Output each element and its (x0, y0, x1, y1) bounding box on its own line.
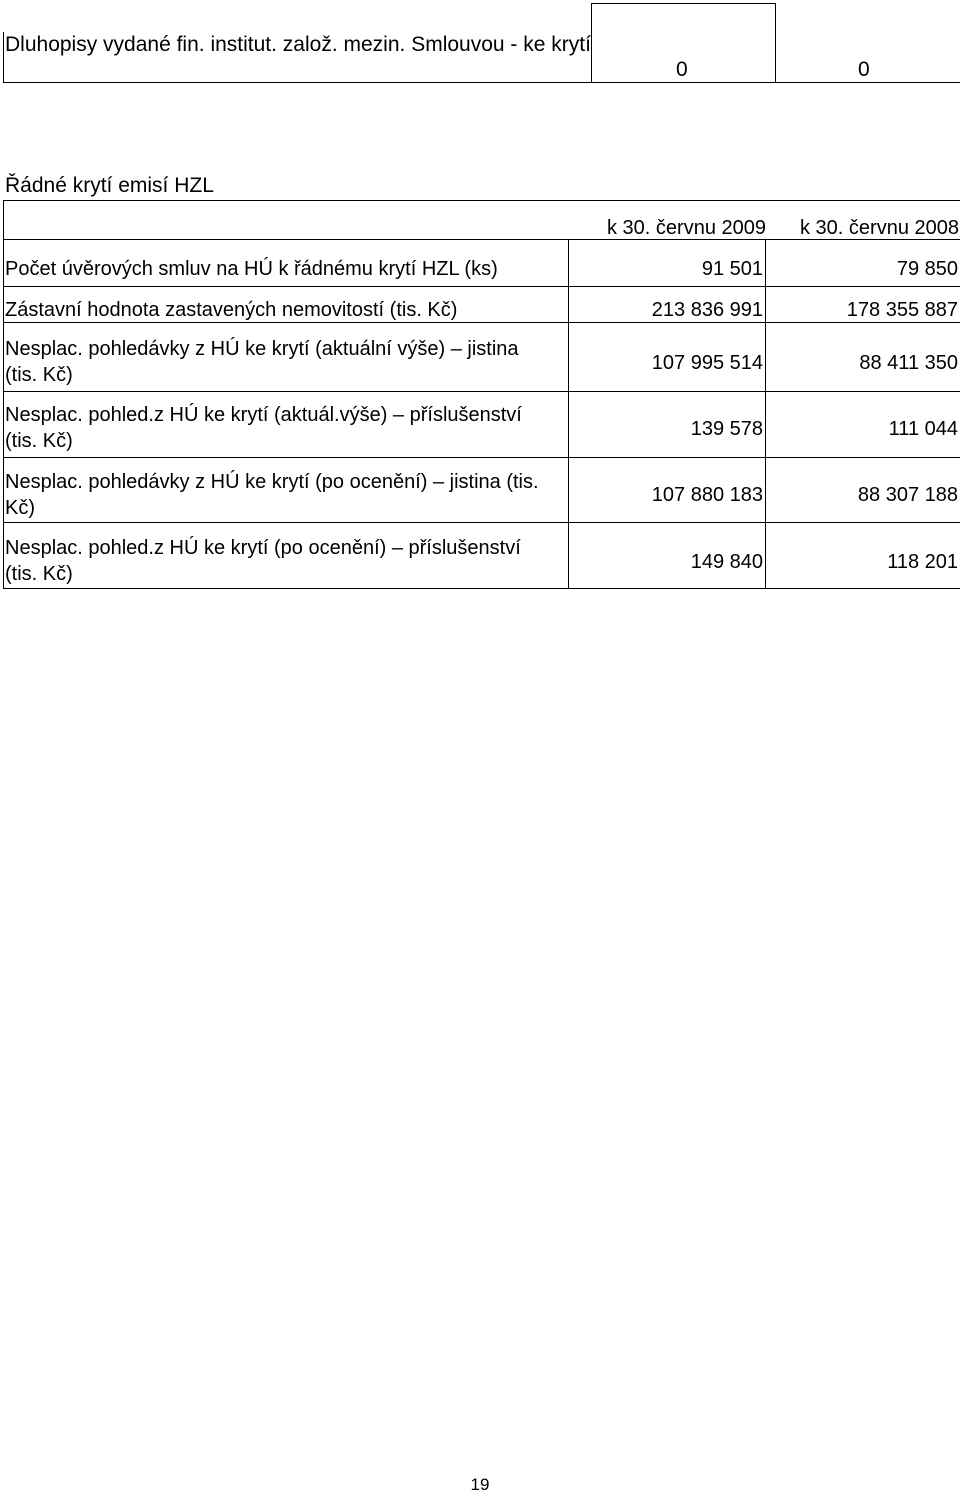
top-table-divider-2 (775, 3, 776, 83)
row-value-2008: 79 850 (896, 258, 958, 280)
top-table-border-bottom (3, 82, 960, 83)
row-label: Počet úvěrových smluv na HÚ k řádnému krytí HZL (ks) (5, 258, 498, 280)
main-table-line-4 (3, 391, 960, 392)
main-table-divider-1 (568, 239, 569, 589)
row-label: Nesplac. pohledávky z HÚ ke krytí (aktuální výše) – jistina (tis. Kč) (5, 338, 519, 386)
row-label: Nesplac. pohledávky z HÚ ke krytí (po ocenění) – jistina (tis. Kč) (5, 471, 539, 519)
row-value-2009: 213 836 991 (651, 299, 763, 321)
main-table-divider-2 (765, 239, 766, 589)
row-value-2009: 91 501 (701, 258, 763, 280)
header-2008: k 30. červnu 2008 (800, 217, 959, 239)
top-table-value-2009: 0 (676, 58, 688, 81)
main-table-border-top (3, 200, 960, 201)
main-table-border-left (3, 200, 4, 589)
row-value-2008: 111 044 (888, 418, 958, 440)
row-label: Nesplac. pohled.z HÚ ke krytí (aktuál.výše) – příslušenství (tis. Kč) (5, 404, 522, 452)
header-2009: k 30. červnu 2009 (607, 217, 766, 239)
row-label: Nesplac. pohled.z HÚ ke krytí (po ocenění) – příslušenství (tis. Kč) (5, 537, 521, 585)
row-label: Zástavní hodnota zastavených nemovitostí (tis. Kč) (5, 299, 458, 321)
row-value-2009: 139 578 (690, 418, 763, 440)
top-table-border-top-right (591, 3, 775, 4)
main-table-line-2 (3, 286, 960, 287)
top-table-border-left (3, 32, 4, 83)
row-value-2008: 88 411 350 (859, 352, 958, 374)
main-table-line-5 (3, 457, 960, 458)
page-number: 19 (470, 1475, 490, 1494)
row-value-2008: 88 307 188 (857, 484, 958, 506)
section-title: Řádné krytí emisí HZL (5, 174, 214, 197)
main-table-line-6 (3, 522, 960, 523)
row-value-2008: 118 201 (887, 551, 958, 573)
top-table-label: Dluhopisy vydané fin. institut. založ. mezin. Smlouvou - ke krytí (5, 33, 591, 56)
top-table-value-2008: 0 (858, 58, 870, 81)
main-table-border-bottom (3, 588, 960, 589)
row-value-2009: 107 995 514 (651, 352, 763, 374)
row-value-2009: 149 840 (690, 551, 763, 573)
row-value-2009: 107 880 183 (651, 484, 763, 506)
row-value-2008: 178 355 887 (846, 299, 958, 321)
